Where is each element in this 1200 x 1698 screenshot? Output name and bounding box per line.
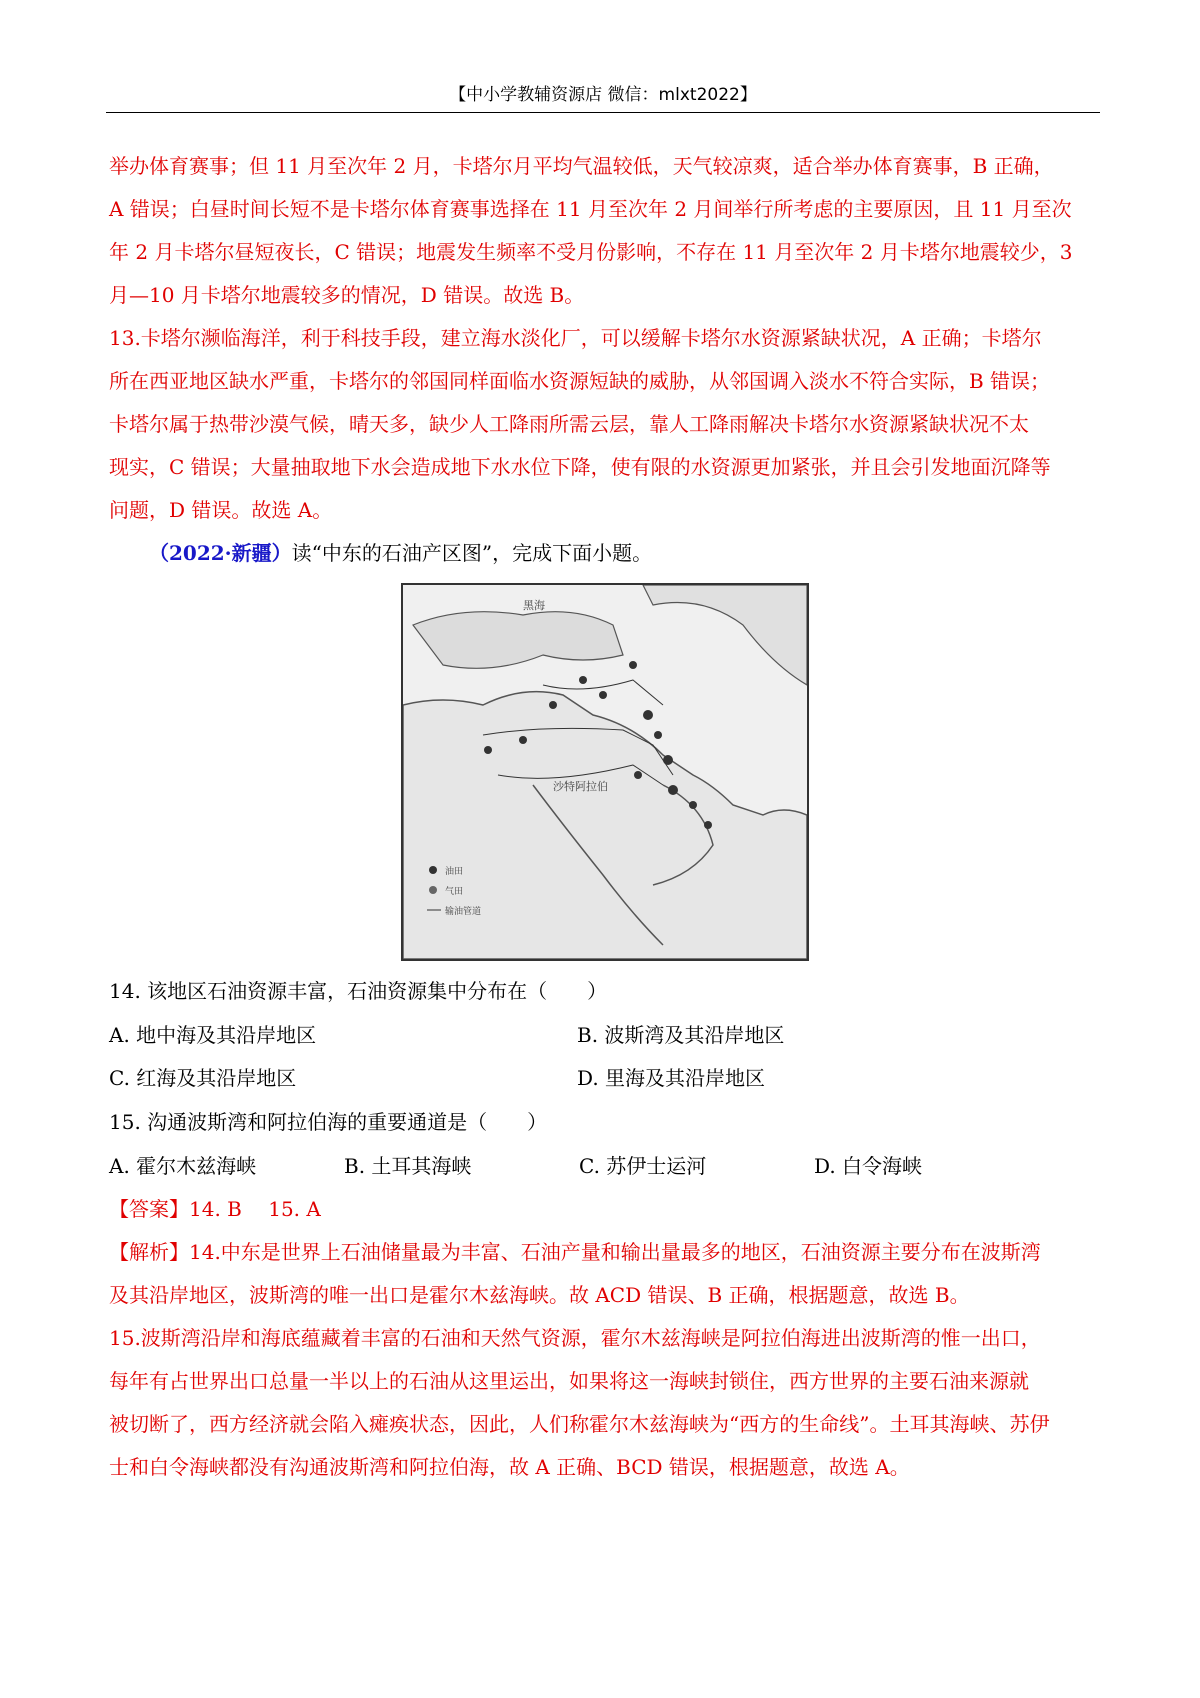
option-14-a: A. 地中海及其沿岸地区 — [109, 1023, 317, 1047]
text-line: 现实，C 错误；大量抽取地下水会造成地下水水位下降，使有限的水资源更加紧张，并且会引发地面沉降等 — [109, 455, 1051, 479]
analysis — [109, 1231, 1099, 1489]
question-14-options-row-2 — [109, 1057, 1099, 1100]
analysis-text: 14.中东是世界上石油储量最为丰富、石油产量和输出量最多的地区，石油资源主要分布在波斯湾 — [189, 1240, 1041, 1264]
analysis-line: 及其沿岸地区，波斯湾的唯一出口是霍尔木兹海峡。故 ACD 错误、B 正确，根据题意，故选 B。 — [109, 1283, 970, 1307]
option-15-a: A. 霍尔木兹海峡 — [109, 1154, 257, 1178]
answer-label: 【答案】 — [109, 1197, 189, 1221]
question-intro — [109, 532, 1099, 575]
text-line: A 错误；白昼时间长短不是卡塔尔体育赛事选择在 11 月至次年 2 月间举行所考虑的主要原因，且 11 月至次 — [109, 197, 1072, 221]
map-illustration — [403, 585, 807, 959]
legend-oil: 油田 — [445, 867, 464, 877]
legend-pipeline: 输油管道 — [445, 907, 482, 917]
option-15-c: C. 苏伊士运河 — [579, 1154, 707, 1178]
answer-text: 14. B 15. A — [189, 1197, 321, 1221]
text-line: 年 2 月卡塔尔昼短夜长，C 错误；地震发生频率不受月份影响，不存在 11 月至次年 2 月卡塔尔地震较少，3 — [109, 240, 1073, 264]
page-content — [109, 145, 1099, 1489]
option-15-d: D. 白令海峡 — [814, 1154, 923, 1178]
analysis-line — [109, 1231, 1099, 1274]
analysis-line: 士和白令海峡都没有沟通波斯湾和阿拉伯海，故 A 正确、BCD 错误，根据题意，故选 A。 — [109, 1455, 910, 1479]
question-15-stem: 15. 沟通波斯湾和阿拉伯海的重要通道是（ ） — [109, 1110, 548, 1134]
source-tag: （2022·新疆） — [149, 541, 292, 565]
explanation-prev — [109, 145, 1099, 317]
legend-gas: 气田 — [445, 887, 464, 897]
option-14-c: C. 红海及其沿岸地区 — [109, 1066, 297, 1090]
text-line: 所在西亚地区缺水严重，卡塔尔的邻国同样面临水资源短缺的威胁，从邻国调入淡水不符合实际，B 错误； — [109, 369, 1051, 393]
intro-text: 读“中东的石油产区图”，完成下面小题。 — [291, 541, 653, 565]
map-label-desert: 沙特阿拉伯 — [553, 780, 608, 793]
explanation-13 — [109, 317, 1099, 532]
text-line: 举办体育赛事；但 11 月至次年 2 月，卡塔尔月平均气温较低，天气较凉爽，适合举办体育赛事，B 正确， — [109, 154, 1054, 178]
question-14-stem: 14. 该地区石油资源丰富，石油资源集中分布在（ ） — [109, 979, 608, 1003]
text-line: 卡塔尔属于热带沙漠气候，晴天多，缺少人工降雨所需云层，靠人工降雨解决卡塔尔水资源紧缺状况不太 — [109, 412, 1029, 436]
analysis-line: 被切断了，西方经济就会陷入瘫痪状态，因此，人们称霍尔木兹海峡为“西方的生命线”。土耳其海峡、苏伊 — [109, 1412, 1050, 1436]
text-line: 13.卡塔尔濒临海洋，利于科技手段，建立海水淡化厂，可以缓解卡塔尔水资源紧缺状况，A 正确；卡塔尔 — [109, 326, 1042, 350]
page-header — [106, 82, 1100, 113]
answer-line — [109, 1188, 1099, 1231]
analysis-line: 15.波斯湾沿岸和海底蕴藏着丰富的石油和天然气资源，霍尔木兹海峡是阿拉伯海进出波斯湾的惟一出口， — [109, 1326, 1041, 1350]
option-15-b: B. 土耳其海峡 — [344, 1154, 472, 1178]
analysis-line: 每年有占世界出口总量一半以上的石油从这里运出，如果将这一海峡封锁住，西方世界的主要石油来源就 — [109, 1369, 1029, 1393]
option-14-b: B. 波斯湾及其沿岸地区 — [577, 1023, 785, 1047]
analysis-label: 【解析】 — [109, 1240, 189, 1264]
text-line: 问题，D 错误。故选 A。 — [109, 498, 333, 522]
header-text: 【中小学教辅资源店 微信：mlxt2022】 — [449, 85, 757, 105]
text-line: 月—10 月卡塔尔地震较多的情况，D 错误。故选 B。 — [109, 283, 585, 307]
map-label-sea: 黑海 — [523, 599, 545, 612]
question-14-options-row-1 — [109, 1014, 1099, 1057]
question-15-options — [109, 1145, 1099, 1188]
option-14-d: D. 里海及其沿岸地区 — [577, 1066, 766, 1090]
oil-region-map — [401, 583, 809, 961]
